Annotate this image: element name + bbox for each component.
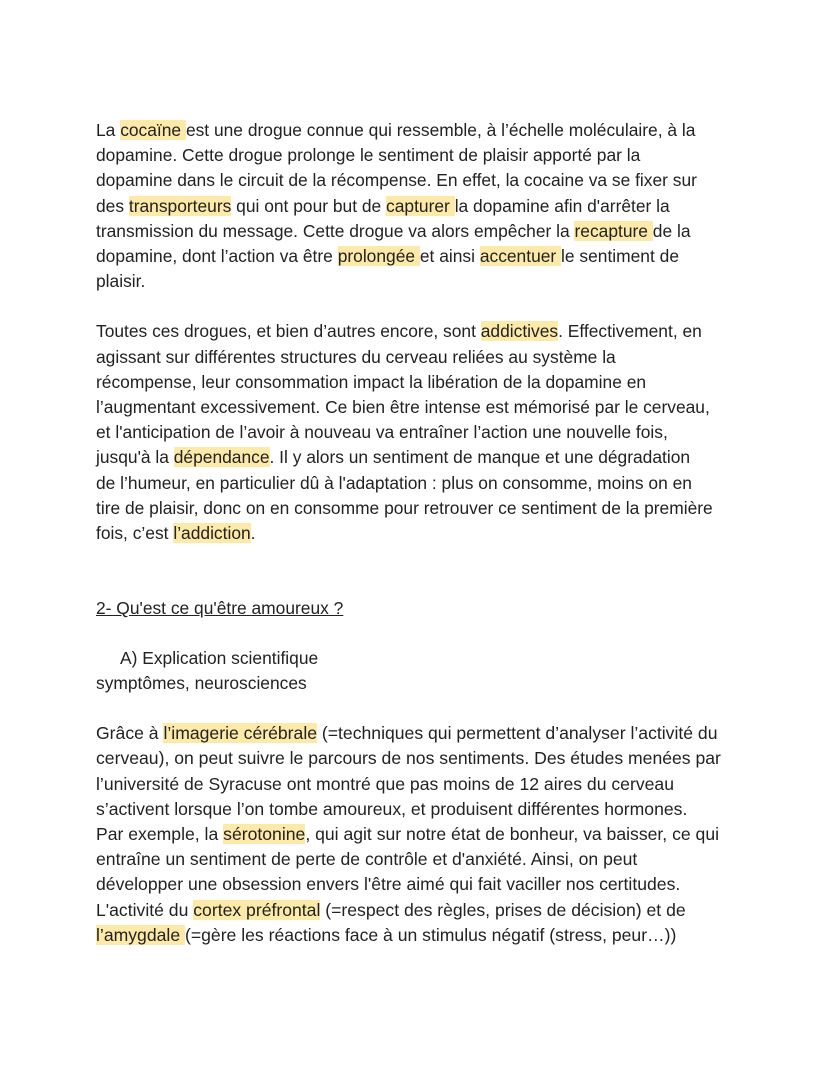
text-run: dopamine. Cette drogue prolonge le sentiment de plaisir apporté par la [96, 145, 641, 166]
text-run: plaisir. [96, 271, 146, 292]
highlighted-term: prolongée [337, 246, 420, 267]
document-page [96, 118, 776, 948]
text-line [96, 847, 776, 872]
subheading [96, 646, 776, 696]
paragraph-cocaine [96, 118, 776, 294]
text-line [96, 471, 776, 496]
text-line [96, 872, 776, 897]
text-run: cerveau), on peut suivre le parcours de nos sentiments. Des études menées par [96, 748, 721, 769]
text-run: L'activité du [96, 899, 194, 920]
highlighted-term: sérotonine [223, 824, 306, 845]
highlighted-term: cocaïne [120, 120, 186, 140]
highlighted-term: dépendance [173, 447, 270, 468]
text-line [96, 370, 776, 395]
text-run: Grâce à [96, 723, 164, 744]
text-line [96, 118, 776, 143]
text-run: (=gère les réactions face à un stimulus négatif (stress, peur…)) [185, 924, 677, 945]
text-run: . [250, 523, 256, 544]
text-run: s’activent lorsque l’on tombe amoureux, et produisent différentes hormones. [96, 798, 688, 819]
text-line [96, 244, 776, 269]
subheading-title: A) Explication scientifique [120, 648, 319, 669]
highlighted-term: cortex préfrontal [193, 899, 321, 920]
text-line [96, 898, 776, 923]
text-line [96, 445, 776, 470]
text-line [96, 420, 776, 445]
highlighted-term: accentuer [479, 246, 562, 267]
text-run: La [96, 120, 121, 140]
text-run: Par exemple, la [96, 824, 224, 845]
text-run: de la [652, 220, 691, 241]
text-line [96, 521, 776, 546]
text-line [96, 496, 776, 521]
text-line [96, 168, 776, 193]
text-line [96, 319, 776, 344]
text-run: agissant sur différentes structures du cerveau reliées au système la [96, 346, 616, 367]
text-line [96, 143, 776, 168]
text-run: la dopamine afin d'arrêter la [454, 195, 670, 216]
text-run: tire de plaisir, donc on en consomme pour retrouver ce sentiment de la première [96, 497, 713, 518]
text-line [96, 772, 776, 797]
paragraph-brain-imaging [96, 721, 776, 948]
text-run: récompense, leur consommation impact la libération de la dopamine en [96, 371, 647, 392]
text-run: l’université de Syracuse ont montré que pas moins de 12 aires du cerveau [96, 773, 674, 794]
text-line [96, 345, 776, 370]
section-heading: 2- Qu'est ce qu'être amoureux ? [96, 598, 344, 619]
text-line [96, 194, 776, 219]
text-line [96, 721, 776, 746]
text-line [96, 822, 776, 847]
highlighted-term: recapture [574, 220, 653, 241]
text-run: développer une obsession envers l'être aimé qui fait vaciller nos certitudes. [96, 874, 681, 895]
text-run: et ainsi [419, 246, 480, 267]
text-run: dopamine dans le circuit de la récompense. En effet, la cocaine va se fixer sur [96, 170, 697, 191]
text-run: transmission du message. Cette drogue va alors empêcher la [96, 220, 575, 241]
text-run: de l’humeur, en particulier dû à l'adaptation : plus on consomme, moins on en [96, 472, 692, 493]
text-run: jusqu'à la [96, 447, 174, 468]
text-run: , qui agit sur notre état de bonheur, va baisser, ce qui [305, 824, 720, 845]
text-run: . Effectivement, en [558, 321, 702, 342]
text-line [96, 219, 776, 244]
text-run: (=respect des règles, prises de décision) et de [320, 899, 686, 920]
text-line [96, 797, 776, 822]
highlighted-term: l’imagerie cérébrale [163, 723, 318, 744]
text-line [96, 746, 776, 771]
text-line [96, 269, 776, 294]
text-run: . Il y alors un sentiment de manque et une dégradation [269, 447, 691, 468]
text-line [96, 923, 776, 948]
text-run: l’augmentant excessivement. Ce bien être intense est mémorisé par le cerveau, [96, 397, 710, 418]
text-run: Toutes ces drogues, et bien d’autres encore, sont [96, 321, 481, 342]
highlighted-term: transporteurs [128, 195, 232, 216]
subheading-keywords: symptômes, neurosciences [96, 673, 307, 694]
text-run: qui ont pour but de [231, 195, 387, 216]
text-run: est une drogue connue qui ressemble, à l’échelle moléculaire, à la [185, 120, 696, 140]
highlighted-term: capturer [386, 195, 455, 216]
text-run: et l'anticipation de l’avoir à nouveau va entraîner l’action une nouvelle fois, [96, 422, 668, 443]
paragraph-addiction [96, 319, 776, 546]
text-run: des [96, 195, 129, 216]
text-line [96, 395, 776, 420]
highlighted-term: l’amygdale [96, 924, 185, 945]
text-run: dopamine, dont l’action va être [96, 246, 338, 267]
highlighted-term: l’addiction [173, 523, 251, 544]
text-run: fois, c’est [96, 523, 174, 544]
text-run: entraîne un sentiment de perte de contrôle et d'anxiété. Ainsi, on peut [96, 849, 638, 870]
text-run: (=techniques qui permettent d’analyser l’activité du [317, 723, 718, 744]
highlighted-term: addictives [480, 321, 559, 342]
text-run: le sentiment de [561, 246, 679, 267]
